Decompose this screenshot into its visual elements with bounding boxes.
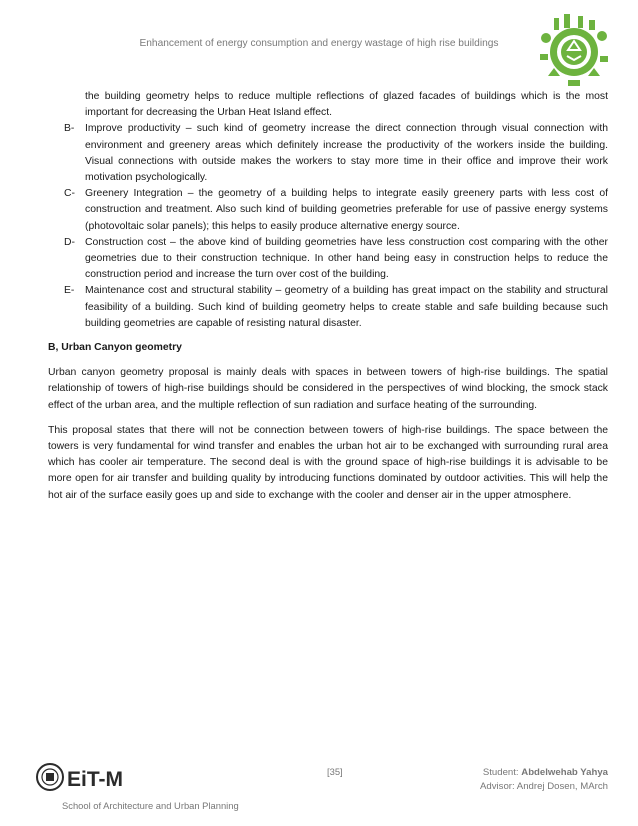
list-letter: E- [64, 285, 75, 297]
document-body [48, 89, 608, 504]
list-letter: B- [64, 123, 75, 135]
continuation-text: the building geometry helps to reduce multiple reflections of glazed facades of buildings which is the most important for decreasing the Urban Heat Island effect. [85, 91, 608, 119]
list-item-c [48, 186, 608, 235]
footer-credits [480, 766, 608, 794]
list-text: Maintenance cost and structural stability – geometry of a building has great impact on the stability and structural feasibility of a building. Such kind of building geometry helps to create stable and safe building because such building geometries are capable of resisting natural disaster. [85, 285, 608, 329]
list-letter: C- [64, 188, 75, 200]
list-item-d [48, 235, 608, 284]
paragraph: This proposal states that there will not be connection between towers of high-rise buildings. The space between the towers is very fundamental for wind transfer and enables the urban hot air to be exchanged with surrounding rural area which has cooler air temperature. The second deal is with the ground space of high-rise buildings it is advisable to be more open for air transfer and building quality by introducing functions dominated by outdoor activities. This will help the hot air of the surface easily goes up and side to exchange with the cooler and denser air in the upper atmosphere. [48, 424, 608, 501]
eco-logo-icon [534, 10, 614, 90]
list-letter: D- [64, 236, 75, 248]
footer-school: School of Architecture and Urban Planning [62, 800, 239, 811]
section-heading: B, Urban Canyon geometry [48, 342, 182, 354]
advisor-text: Advisor: Andrej Dosen, MArch [480, 781, 608, 792]
list-item-b [48, 121, 608, 186]
list-item-e [48, 283, 608, 332]
student-label: Student: [482, 767, 522, 778]
student-name: Abdelwehab Yahya [521, 767, 608, 778]
list-text: Construction cost – the above kind of building geometries have less construction cost comparing with the other geometries due to their construction technique. In other hand being easy in construction helps to reduce the construction period and increase the turn over cost of the building. [85, 236, 608, 281]
eit-m-logo-icon [36, 762, 131, 792]
header-title: Enhancement of energy consumption and energy wastage of high rise buildings [139, 38, 499, 49]
list-text: Greenery Integration – the geometry of a building helps to integrate easily greenery parts with less cost of construction and treatment. Also such kind of building geometries preferable for use of passive energy systems (photovoltaic solar panels); this helps to easily produce alternative energy source. [85, 188, 608, 232]
paragraph: Urban canyon geometry proposal is mainly deals with spaces in between towers of high-rise buildings. The spatial relationship of towers of high-rise buildings should be considered in the perspectives of wind blocking, the smock stack effect of the urban area, and the multiple reflection of sun radiation and surface heating of the surrounding. [48, 367, 608, 411]
list-text: Improve productivity – such kind of geometry increase the direct connection through visual connection with environment and greenery areas which definitely increase the productivity of the workers inside the building. Visual connections with outside makes the workers to stay more time in their office and improve their work motivation psychologically. [85, 123, 608, 184]
logo-text: EiT-M [67, 768, 123, 791]
page-number: [35] [327, 766, 343, 777]
